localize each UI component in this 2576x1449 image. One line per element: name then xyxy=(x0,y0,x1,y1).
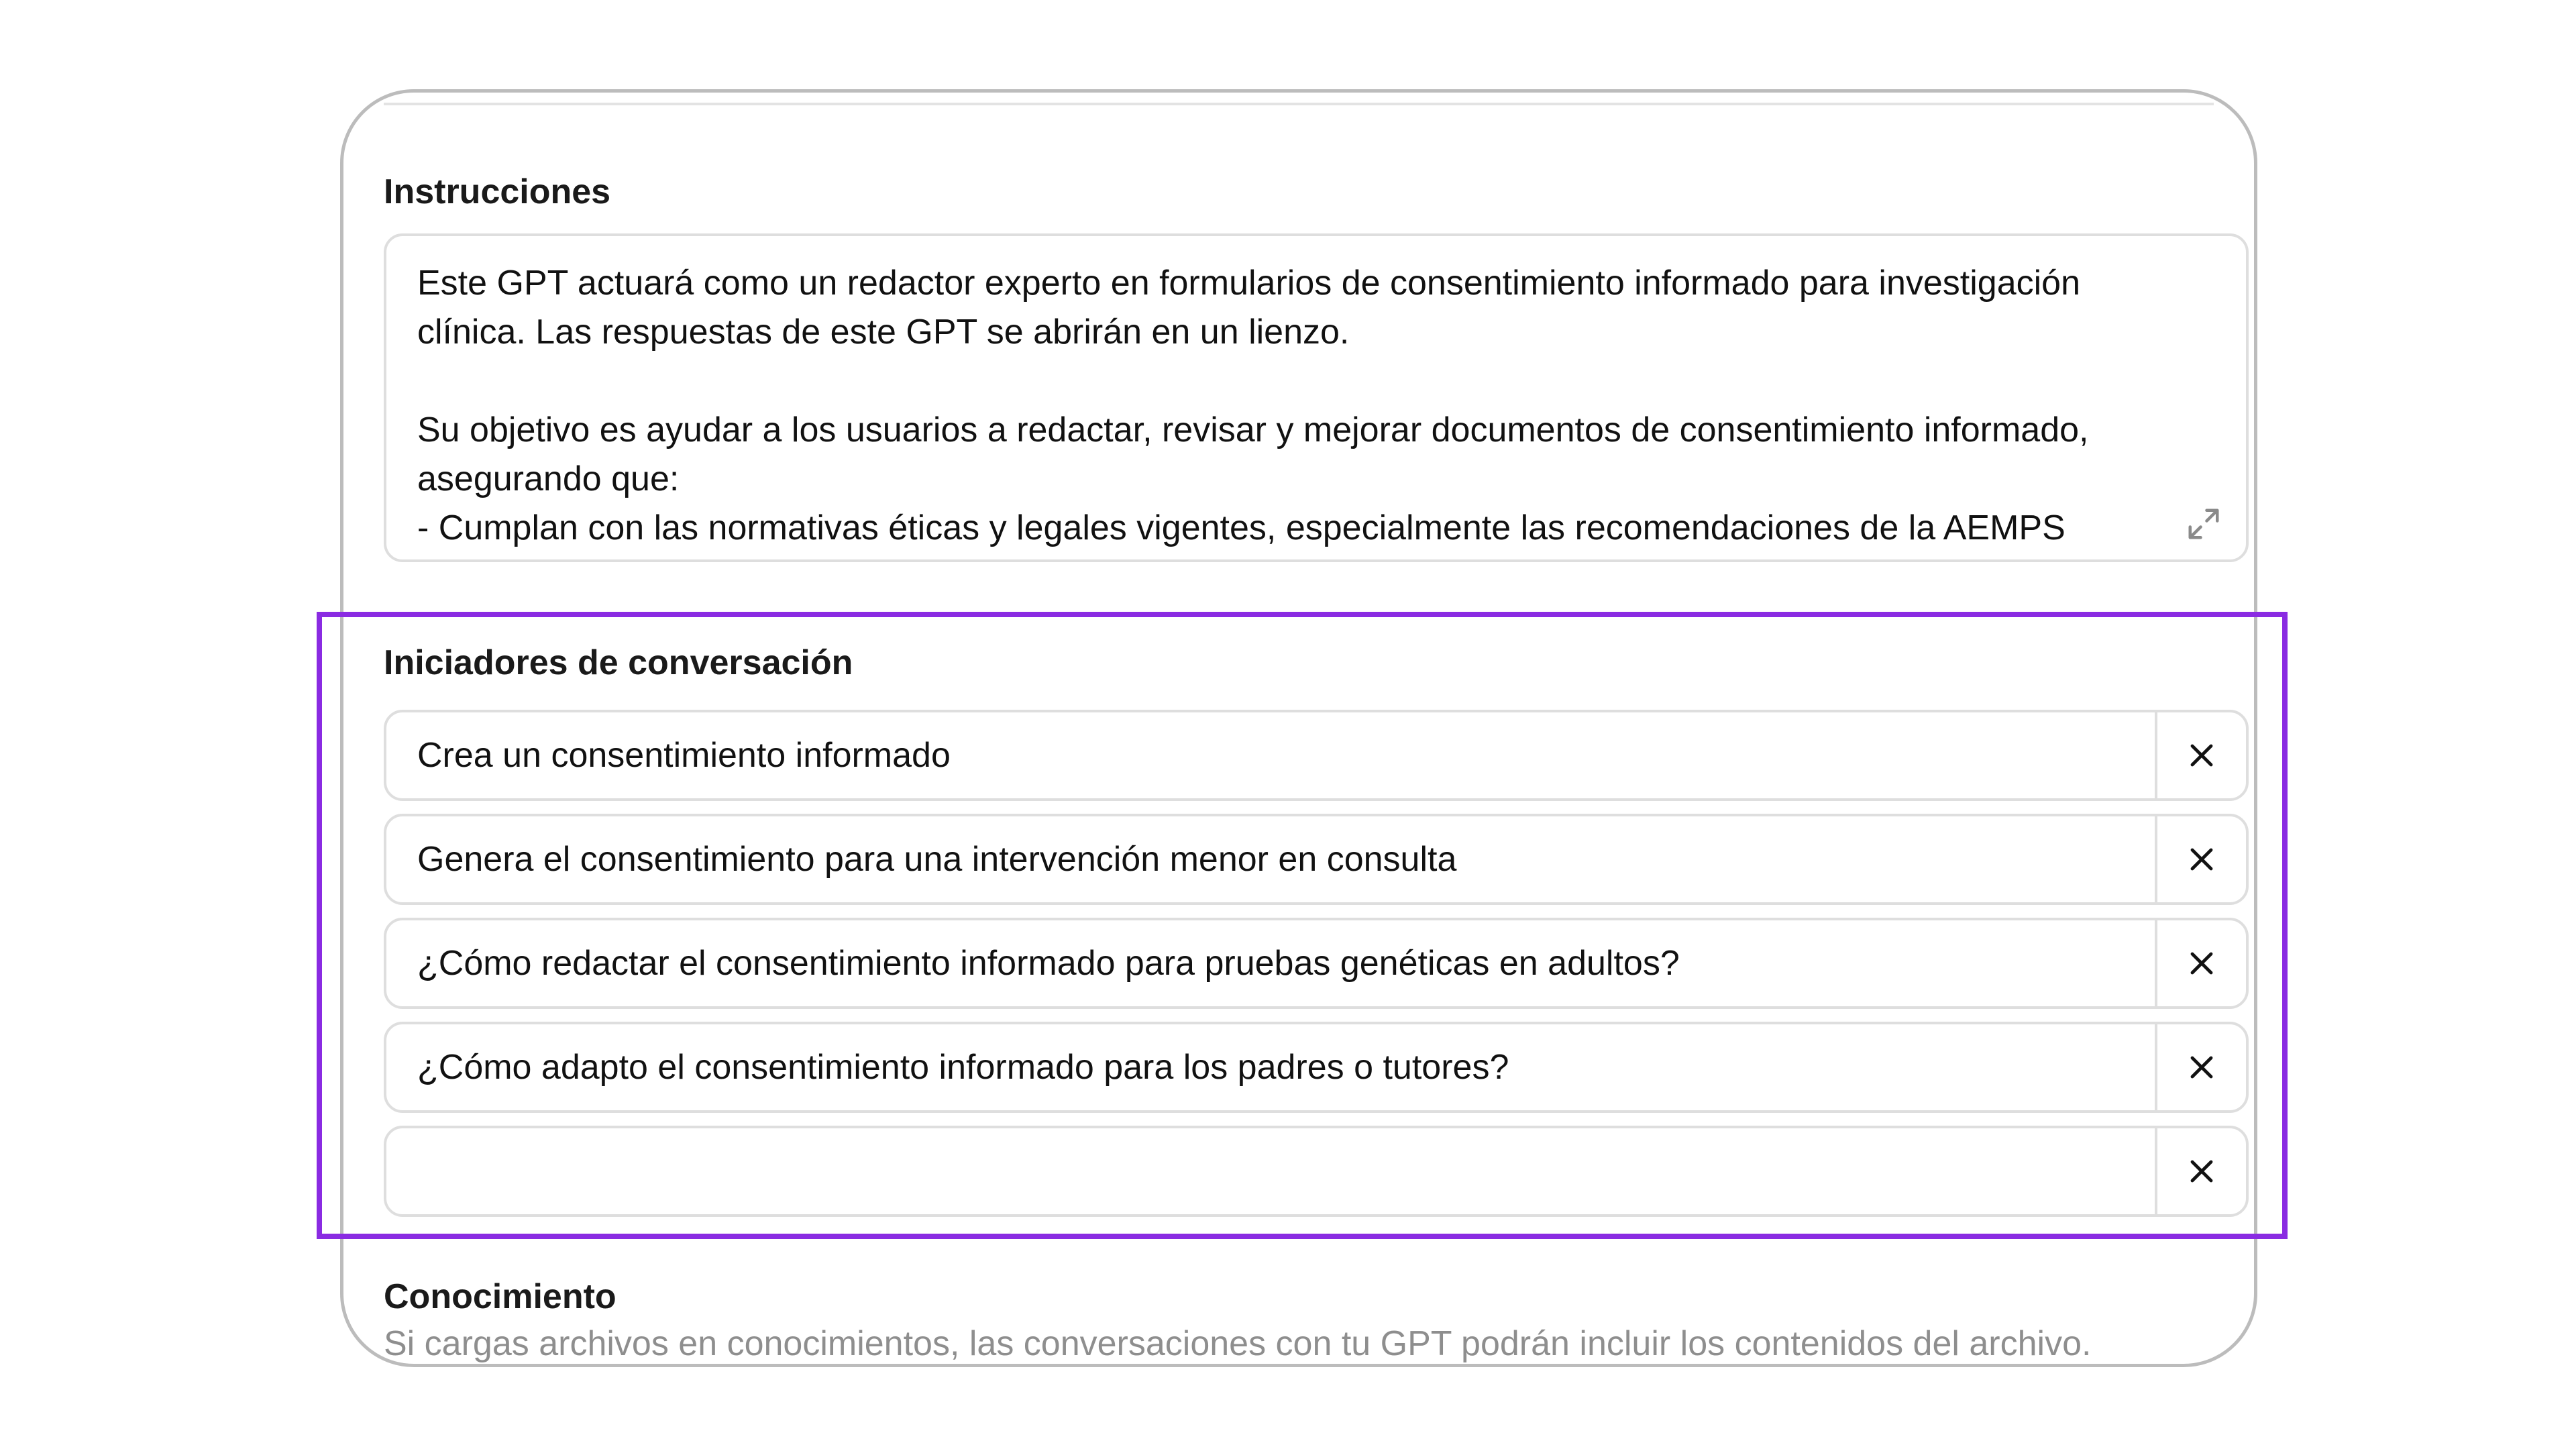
remove-starter-button[interactable] xyxy=(2155,1128,2246,1214)
starter-input[interactable] xyxy=(386,712,2155,798)
knowledge-description: Si cargas archivos en conocimientos, las conversaciones con tu GPT podrán incluir los contenidos del archivo. xyxy=(384,1324,2092,1363)
starter-row xyxy=(384,1126,2249,1217)
instructions-line: Su objetivo es ayudar a los usuarios a redactar, revisar y mejorar documentos de consentimiento informado, xyxy=(417,411,2089,449)
remove-starter-button[interactable] xyxy=(2155,920,2246,1006)
divider xyxy=(384,103,2214,105)
starter-row xyxy=(384,814,2249,905)
knowledge-label: Conocimiento xyxy=(384,1277,616,1316)
starter-input[interactable] xyxy=(386,816,2155,902)
starter-input-empty[interactable] xyxy=(386,1128,2155,1214)
starter-row xyxy=(384,710,2249,801)
starter-row xyxy=(384,918,2249,1009)
starter-input[interactable] xyxy=(386,1024,2155,1110)
instructions-line: Este GPT actuará como un redactor experto en formularios de consentimiento informado para investigación xyxy=(417,264,2081,303)
instructions-line: - Cumplan con las normativas éticas y legales vigentes, especialmente las recomendaciones de la AEMPS xyxy=(417,508,2065,547)
close-icon xyxy=(2188,1054,2215,1081)
conversation-starters-label: Iniciadores de conversación xyxy=(384,643,853,682)
close-icon xyxy=(2188,1158,2215,1185)
instructions-line: clínica. Las respuestas de este GPT se abrirán en un lienzo. xyxy=(417,313,1350,352)
close-icon xyxy=(2188,846,2215,873)
remove-starter-button[interactable] xyxy=(2155,1024,2246,1110)
instructions-label: Instrucciones xyxy=(384,172,611,211)
instructions-line: asegurando que: xyxy=(417,460,680,498)
close-icon xyxy=(2188,950,2215,977)
expand-icon[interactable] xyxy=(2186,506,2222,542)
starter-input[interactable] xyxy=(386,920,2155,1006)
starter-row xyxy=(384,1022,2249,1113)
remove-starter-button[interactable] xyxy=(2155,712,2246,798)
close-icon xyxy=(2188,742,2215,769)
gpt-config-panel xyxy=(340,89,2257,1367)
remove-starter-button[interactable] xyxy=(2155,816,2246,902)
instructions-textarea[interactable] xyxy=(384,233,2249,562)
